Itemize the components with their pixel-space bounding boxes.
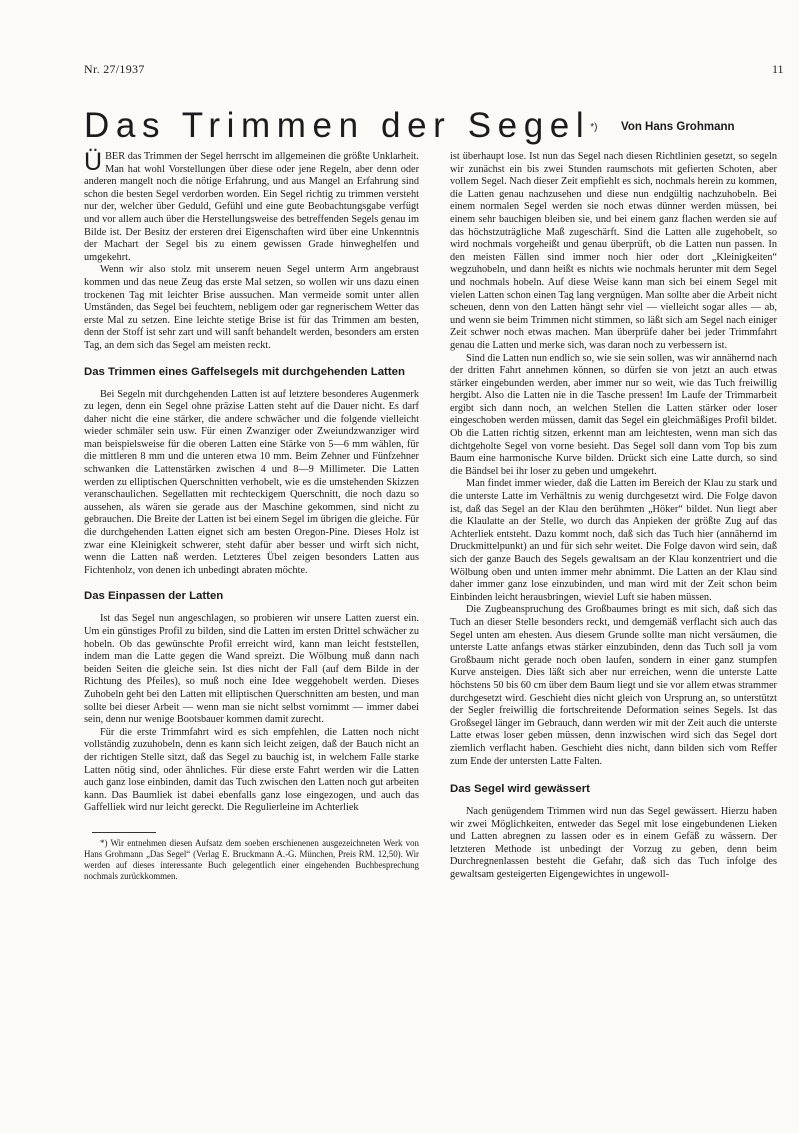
- footnote: *) Wir entnehmen diesen Aufsatz dem soeben erschienenen ausgezeichneten Werk von Hans Grohmann „Das Segel“ (Verlag E. Bruckmann A.-G. München, Preis RM. 12,50). Wir werden auf dieses interessante Buch gelegentlich einer eingehenden Buchbesprechung nochmals zurückkommen.: [84, 837, 419, 881]
- drop-cap: Ü: [84, 148, 103, 176]
- footnote-rule: [92, 832, 156, 833]
- left-column: [84, 148, 419, 882]
- intro-paragraph-2: Wenn wir also stolz mit unserem neuen Segel unterm Arm angebraust kommen und das neue Zeug das erste Mal setzen, so wollen wir uns dazu einen trockenen Tag mit leichter Brise aussuchen. Man vermeide somit unter allen Umständen, das Segel bei feuchtem, nebligem oder gar regnerischem Wetter das erste Mal zu setzen. Eine leichte stetige Brise ist für das Trimmen am besten, denn der Stoff ist sehr zart und will sanft behandelt werden, besonders am ersten Tag, an dem sich das Segel am meisten reckt.: [84, 264, 419, 351]
- page-number: 11: [772, 62, 784, 76]
- article-byline: Von Hans Grohmann: [621, 121, 735, 133]
- issue-number: Nr. 27/1937: [84, 62, 145, 76]
- section-heading-gaffelsegel: Das Trimmen eines Gaffelsegels mit durchgehenden Latten: [84, 365, 405, 378]
- right-paragraph-2: Sind die Latten nun endlich so, wie sie sein sollen, was wir annähernd nach der dritten Fahrt annehmen können, so dürfen sie von jetzt an auch etwas stärker eingebunden werden, aber immer nur so weit, wie das Tuch freiwillig hergibt. Also die Latten nie in die Tasche pressen! Im Laufe der Trimmarbeit ergibt sich dann noch, an welchen Stellen die Latten stärker oder loser eingeschoben werden müssen, damit das Segel ein gleichmäßiges Profil bildet. Ob die Latten richtig sitzen, erkennt man am leichtesten, wenn man sich das dichtgeholte Segel von vorne besieht. Das Segel soll dann vom Top bis zum Baum eine harmonische Kurve bilden. Drückt sich eine Latte durch, so sind die Bändsel bei ihr loser zu geben und umgekehrt.: [450, 352, 777, 477]
- article-title-text: Das Trimmen der Segel: [84, 106, 591, 145]
- section2-paragraph-1: Ist das Segel nun angeschlagen, so probieren wir unsere Latten zuerst ein. Um ein günstiges Profil zu bilden, sind die Latten im ersten Drittel schwächer zu hobeln. Ob das gewünschte Profil erreicht wird, kann man leicht feststellen, indem man die Latte gegen die Wand spreizt. Die Wölbung muß dann nach beiden Seiten die gleiche sein. Ist dies nicht der Fall (auf dem Bilde in der Richtung des Pfeiles), so muß noch eine Idee weggehobelt werden. Dieses Zuhobeln geht bei den Latten mit elliptischen Querschnitten am besten, und man sollte bei dieser Arbeit — wenn man sie nicht selbst vornimmt — immer dabei sein, denn nur wenige Bootsbauer kommen damit zurecht.: [84, 613, 419, 726]
- right-paragraph-5: Nach genügendem Trimmen wird nun das Segel gewässert. Hierzu haben wir zwei Möglichkeiten, entweder das Segel mit lose eingebundenen Lieken und Latten abregnen zu lassen oder es in einem Gefäß zu wässern. Der letzteren Methode ist unbedingt der Vorzug zu geben, denn beim Durchregnenlassen besteht die Gefahr, daß sich das Tuch infolge des gewaltsam gesteigerten Eigengewichtes in ungewoll-: [450, 806, 777, 881]
- intro-paragraph-1: [84, 148, 419, 264]
- right-column: [450, 151, 777, 882]
- section-heading-einpassen: Das Einpassen der Latten: [84, 590, 224, 603]
- section-heading-gewaessert: Das Segel wird gewässert: [450, 783, 590, 796]
- intro-paragraph-1-text: BER das Trimmen der Segel herrscht im allgemeinen die größte Unklarheit. Man hat wohl Vorstellungen über diese oder jene Regeln, aber denn oder anderen mangelt noch die nötige Erfahrung, und aus Mangel an Erfahrung sind schon die besten Segel verdorben worden. Ein Segel richtig zu trimmen versteht nur der, welcher über Geduld, Gefühl und eine gute Beobachtungsgabe verfügt und vor allem auch über die Herstellungsweise des betreffenden Segels genau im Bilde ist. Der Besitz der ersteren drei Eigenschaften wird über eine Unkenntnis der Machart der Segel bis zu einem gewissen Grade hinweghelfen und umgekehrt.: [84, 151, 419, 263]
- footnote-marker: *): [590, 122, 598, 133]
- section2-paragraph-2: Für die erste Trimmfahrt wird es sich empfehlen, die Latten noch nicht vollständig zuzuhobeln, denn es kann sich leicht zeigen, daß der Bauch nicht an der richtigen Stelle sitzt, daß das Segel zu bauchig ist, in welchem Falle starke Latten nötig sind, oder ähnliches. Für diese erste Fahrt werden wir die Latten auch ganz lose einbinden, damit das Tuch zwischen den Latten noch gut arbeiten kann. Das Baumliek ist dabei ebenfalls ganz lose eingezogen, und auch das Gaffelliek wird nur leicht gereckt. Die Regulierleine im Achterliek: [84, 726, 419, 814]
- article-title: [84, 106, 597, 146]
- right-paragraph-1: ist überhaupt lose. Ist nun das Segel nach diesen Richtlinien gesetzt, so segeln wir zunächst ein bis zwei Stunden raumschots mit gefierten Schoten, aber vollem Segel. Nach dieser Zeit empfiehlt es sich, nochmals herein zu kommen, die Latten genau nachzusehen und diese nun endgültig nachzuhobeln. Bei einem normalen Segel werden sie noch etwas dünner werden müssen, bei einem sehr bauchigen bleiben sie, und bei einem ganz flachen werden sie auf das höchstzuträgliche Maß zugeschärft. Sind die Latten alle zugehobelt, so wird nochmals vorgeheißt und genau überprüft, ob die Latten nun passen. In den meisten Fällen sind immer noch hier oder dort „Kleinigkeiten“ wegzuhobeln, und dann heißt es nichts wie nochmals herunter mit dem Segel und nochmals hobeln. Auf diese Weise kann man sich bei einem Segel mit vielen Latten schon einen Tag lang vergnügen. Man sollte aber die Arbeit nicht scheuen, denn von den Latten hängt sehr viel — vielleicht sogar alles — ab, und wenn sie beim Trimmen nicht stimmen, so läßt sich am Segel nach einiger Zeit schwer noch etwas machen. Man überprüfe daher bei jeder Trimmfahrt genau die Latten und merke sich, was daran noch zu verbessern ist.: [450, 151, 777, 351]
- right-paragraph-3: Man findet immer wieder, daß die Latten im Bereich der Klau zu stark und die unterste Latte im Verhältnis zu wenig durchgesetzt wird. Die Folge davon ist, daß das Segel an der Klau den berühmten „Höker“ bildet. Nun liegt aber die Klaulatte an der Stelle, wo durch das Anpieken der größte Zug auf das Achterliek entsteht. Dazu kommt noch, daß sich das Tuch hier (annähernd im Druckmittelpunkt) an und für sich sehr weitet. Die Folge davon wird sein, daß sich der ganze Bauch des Segels gewaltsam an der Klau konzentriert und die Wölbung oben und unten immer mehr abnimmt. Die Latten an der Klau sind daher immer ganz lose einzubinden, und man wird mit der Zeit schon beim Einbinden leicht herausbringen, wieviel Luft sie haben müssen.: [450, 478, 777, 603]
- section1-paragraph-1: Bei Segeln mit durchgehenden Latten ist auf letztere besonderes Augenmerk zu legen, denn ein Segel ohne präzise Latten steht auf die Dauer nicht. Es darf daher nicht die eine stärker, die andere schwächer und die folgende vielleicht wieder schmäler sein usw. Für einen Zwanziger oder Zweiundzwanziger wird man beispielsweise für die oberen Latten eine Stärke von 5—6 mm wählen, für die mittleren 8 mm und die unteren etwa 10 mm. Beim Zehner und Fünfzehner schwanken die Lattenstärken zwischen 4 und 8—9 Millimeter. Die Latten werden zu elliptischen Querschnitten verhobelt, wie es die umstehenden Skizzen veranschaulichen. Segellatten mit rechteckigem Querschnitt, die noch dazu so aussehen, als wären sie gerade aus der Maschine gekommen, sind nicht zu gebrauchen. Die Breite der Latten ist bei einem Segel im übrigen die gleiche. Für die durchgehenden Latten eignet sich am besten Oregon-Pine. Dieses Holz ist zwar eine Kleinigkeit schwerer, steht dafür aber besser und wirft sich nicht, wenn die Latten naß werden. Letzteres Übel zeigen besonders Latten aus Fichtenholz, von denen ich unbedingt abraten möchte.: [84, 388, 419, 576]
- right-paragraph-4: Die Zugbeanspruchung des Großbaumes bringt es mit sich, daß sich das Tuch an dieser Stelle besonders reckt, und demgemäß verflacht sich auch das Segel unten am ehesten. Aus diesem Grunde sollte man nicht versäumen, die unterste Latte anfangs etwas stärker einzubinden, denn das Tuch soll ja vom Großbaum nicht gerade noch oben laufen, sondern in einer ganz stumpfen Kurve ansteigen. Dies läßt sich aber nur erreichen, wenn die unterste Latte höchstens 50 bis 60 cm über dem Baum liegt und sie vor allem etwas strammer durchgesetzt wird. Geschieht dies nicht gleich von Ursprung an, so unterstützt der Segler freiwillig die fortschreitende Deformation seines Segels. Ist das Großsegel länger im Gebrauch, dann werden wir mit der Zeit auch die unterste Latte etwas loser geben müssen, denn inzwischen wird sich das Segel dort ziemlich verflacht haben. Geschieht dies nicht, dann bilden sich vom Reffer zum Ende der untersten Latte Falten.: [450, 604, 777, 767]
